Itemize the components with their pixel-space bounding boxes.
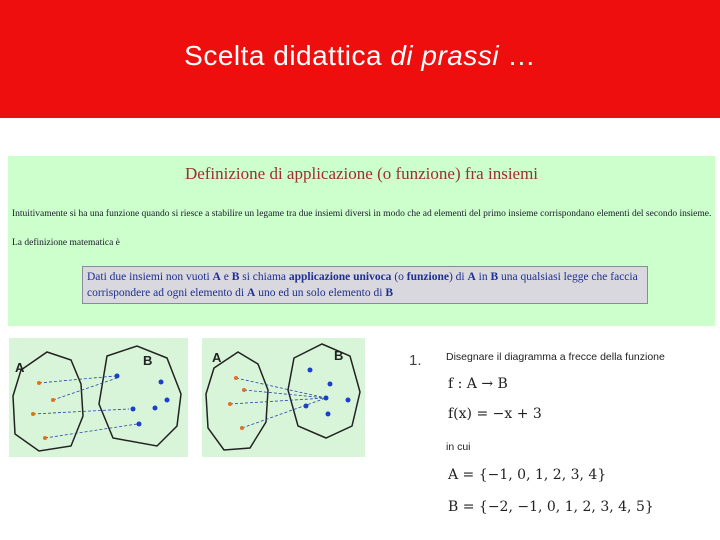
element-a: [51, 398, 55, 402]
element-b: [346, 398, 351, 403]
def-part: e: [220, 271, 232, 283]
set-b-label: B: [143, 353, 153, 368]
title-italic-text: di prassi: [390, 40, 500, 71]
def-set-b: B: [490, 271, 499, 283]
element-b: [324, 396, 329, 401]
def-set-a: A: [247, 287, 256, 299]
def-part: ) di: [448, 271, 468, 283]
arrow: [33, 409, 129, 414]
element-a: [234, 376, 238, 380]
set-b-outline: [99, 346, 181, 446]
set-a-definition: A = {−1, 0, 1, 2, 3, 4}: [448, 467, 607, 483]
arrow: [236, 378, 326, 398]
arrow-diagram-1-svg: [9, 338, 188, 457]
set-a-label: A: [15, 360, 25, 375]
title-end-text: …: [499, 40, 536, 71]
definition-box: [82, 266, 648, 304]
def-set-a: A: [212, 271, 221, 283]
definition-heading: Definizione di applicazione (o funzione) fra insiemi: [184, 164, 539, 183]
intro-text-2: La definizione matematica è: [12, 238, 120, 248]
element-a: [228, 402, 232, 406]
element-a: [240, 426, 244, 430]
arrow-diagram-2-svg: [202, 338, 365, 457]
element-b: [159, 380, 164, 385]
element-b: [153, 406, 158, 411]
element-a: [31, 412, 35, 416]
set-b-definition: B = {−2, −1, 0, 1, 2, 3, 4, 5}: [448, 499, 654, 515]
function-mapping: f : A → B: [448, 376, 508, 392]
element-b: [137, 422, 142, 427]
set-a-outline: [206, 352, 268, 450]
def-part: (o: [391, 271, 407, 283]
def-set-b: B: [231, 271, 240, 283]
definition-panel: [8, 156, 715, 326]
def-part: una qualsiasi legge che faccia corrispondere ad ogni elemento di: [87, 271, 638, 299]
def-part: in: [475, 271, 491, 283]
element-b: [326, 412, 331, 417]
def-term: applicazione univoca: [288, 271, 392, 283]
element-b: [304, 404, 309, 409]
def-set-a: A: [467, 271, 476, 283]
slide-title: [0, 40, 720, 72]
in-cui-text: in cui: [446, 441, 471, 453]
element-a: [43, 436, 47, 440]
element-a: [37, 381, 41, 385]
function-formula: f(x) = −x + 3: [448, 406, 542, 422]
set-b-outline: [288, 344, 360, 438]
title-main-text: Scelta didattica: [184, 40, 391, 71]
element-b: [115, 374, 120, 379]
exercise-instruction: Disegnare il diagramma a frecce della funzione: [446, 351, 665, 363]
set-b-label: B: [334, 348, 344, 363]
def-term-2: funzione: [406, 271, 449, 283]
intro-text: Intuitivamente si ha una funzione quando si riesce a stabilire un legame tra due insiemi diversi in modo che ad elementi del primo insieme corrispondano elementi del secondo insieme.: [12, 209, 712, 219]
arrow-diagram-1: [9, 338, 188, 457]
element-b: [131, 407, 136, 412]
element-b: [328, 382, 333, 387]
arrow: [242, 398, 326, 428]
arrow: [45, 424, 137, 438]
element-b: [308, 368, 313, 373]
exercise-number: 1.: [409, 352, 422, 369]
arrow: [53, 378, 117, 400]
def-part: uno ed un solo elemento di: [255, 287, 386, 299]
element-b: [165, 398, 170, 403]
arrow: [230, 398, 326, 404]
def-part: Dati due insiemi non vuoti: [87, 271, 213, 283]
def-set-b: B: [385, 287, 393, 299]
arrow: [244, 390, 326, 398]
def-part: si chiama: [239, 271, 289, 283]
arrow-diagram-2: [202, 338, 365, 457]
element-a: [242, 388, 246, 392]
set-a-label: A: [212, 350, 222, 365]
